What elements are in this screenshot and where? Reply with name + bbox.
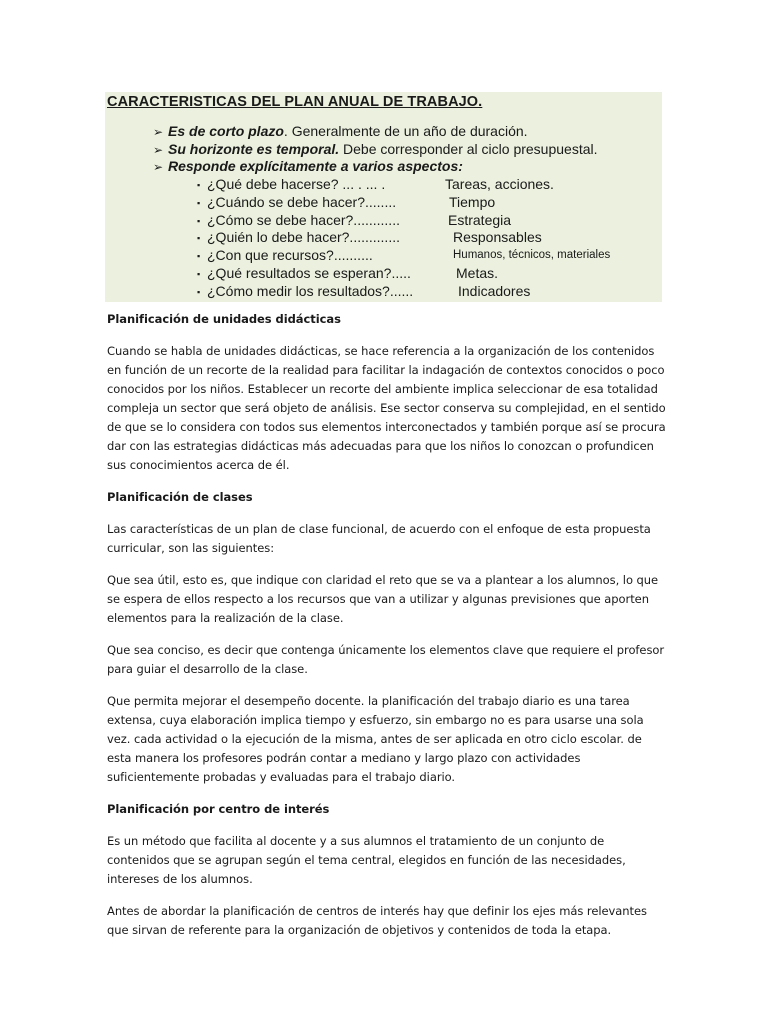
question-text: ¿Qué debe hacerse? ... . ... . [207, 176, 386, 192]
section-heading-centro-interes: Planificación por centro de interés [107, 802, 330, 816]
square-bullet-icon: ▪ [197, 197, 201, 208]
question-item [197, 283, 657, 301]
plan-summary-box [105, 92, 662, 302]
answer-text: Tareas, acciones. [445, 176, 554, 192]
question-text: ¿Cómo medir los resultados?...... [207, 282, 414, 299]
paragraph-conciso: Que sea conciso, es decir que contenga únicamente los elementos clave que requiere el profesor para guiar el desarrollo de la clase. [107, 643, 665, 676]
answer-text: Responsables [453, 229, 542, 246]
answer-text: Indicadores [458, 282, 531, 299]
answer-text: Tiempo [449, 193, 496, 210]
square-bullet-icon: ▪ [197, 286, 201, 297]
paragraph-desempeno: Que permita mejorar el desempeño docente. la planificación del trabajo diario es una tarea extensa, cuya elaboración implica tiempo y esfuerzo, sin embargo no es para usarse una sola vez. cada actividad o la ejecución de la misma, antes de ser aplicada en otro ciclo escolar. de esta manera los profesores podrán contar a mediano y largo plazo con actividades suficientemente probadas y evaluadas para el trabajo diario. [107, 694, 644, 784]
question-item [197, 265, 657, 283]
paragraph-metodo: Es un método que facilita al docente y a sus alumnos el tratamiento de un conjunto de contenidos que se agrupan según el tema central, elegidos en función de las necesidades, intereses de los alumnos. [107, 834, 626, 886]
question-text: ¿Quién lo debe hacer?............. [207, 229, 400, 246]
aspect-text: Debe corresponder al ciclo presupuestal. [339, 140, 598, 157]
plan-questions-list [197, 176, 657, 301]
aspect-item [153, 123, 598, 141]
aspect-item [153, 158, 598, 176]
paragraph-ejes: Antes de abordar la planificación de centros de interés hay que definir los ejes más relevantes que sirvan de referente para la organización de objetivos y contenidos de toda la etapa. [107, 904, 647, 937]
question-item [197, 212, 657, 230]
square-bullet-icon: ▪ [197, 180, 201, 190]
section-heading-clases: Planificación de clases [107, 490, 253, 504]
paragraph-clases-intro: Las características de un plan de clase funcional, de acuerdo con el enfoque de esta propuesta curricular, son las siguientes: [107, 522, 651, 555]
question-item [197, 247, 657, 265]
aspect-bold: Su horizonte es temporal. [168, 140, 340, 157]
question-item [197, 194, 657, 212]
square-bullet-icon: ▪ [197, 233, 201, 244]
answer-text: Humanos, técnicos, materiales [453, 249, 611, 262]
question-text: ¿Con que recursos?.......... [207, 247, 373, 264]
section-heading-unidades: Planificación de unidades didácticas [107, 312, 341, 326]
question-text: ¿Qué resultados se esperan?..... [207, 264, 411, 281]
question-text: ¿Cómo se debe hacer?............ [207, 211, 400, 228]
aspect-bold: Es de corto plazo [168, 123, 284, 139]
aspect-text: . Generalmente de un año de duración. [283, 123, 528, 139]
plan-aspects-list [153, 123, 598, 176]
square-bullet-icon: ▪ [197, 268, 201, 279]
document-body [107, 310, 667, 953]
question-item [197, 176, 657, 194]
paragraph-util: Que sea útil, esto es, que indique con claridad el reto que se va a plantear a los alumnos, lo que se espera de ellos respecto a los recursos que van a utilizar y algunas previsiones que aporten elementos para la realización de la clase. [107, 573, 659, 625]
square-bullet-icon: ▪ [197, 251, 201, 262]
question-text: ¿Cuándo se debe hacer?........ [207, 193, 397, 210]
question-item [197, 229, 657, 247]
arrow-bullet-icon: ➢ [153, 142, 164, 157]
paragraph-unidades: Cuando se habla de unidades didácticas, se hace referencia a la organización de los contenidos en función de un recorte de la realidad para facilitar la indagación de contextos conocidos o poco conocidos por los niños. Establecer un recorte del ambiente implica seleccionar de esa totalidad compleja un sector que será objeto de análisis. Ese sector conserva su complejidad, en el sentido de que se lo considera con todos sus elementos interconectados y también porque así se procura dar con las estrategias didácticas más adecuadas para que los niños lo conozcan o profundicen sus conocimientos acerca de él. [107, 344, 666, 472]
plan-title: CARACTERISTICAS DEL PLAN ANUAL DE TRABAJO. [107, 94, 483, 110]
aspect-bold: Responde explícitamente a varios aspectos: [168, 158, 463, 174]
square-bullet-icon: ▪ [197, 215, 201, 226]
arrow-bullet-icon: ➢ [153, 160, 164, 174]
aspect-item [153, 141, 598, 159]
arrow-bullet-icon: ➢ [153, 125, 164, 139]
answer-text: Metas. [456, 264, 499, 281]
answer-text: Estrategia [448, 211, 512, 228]
